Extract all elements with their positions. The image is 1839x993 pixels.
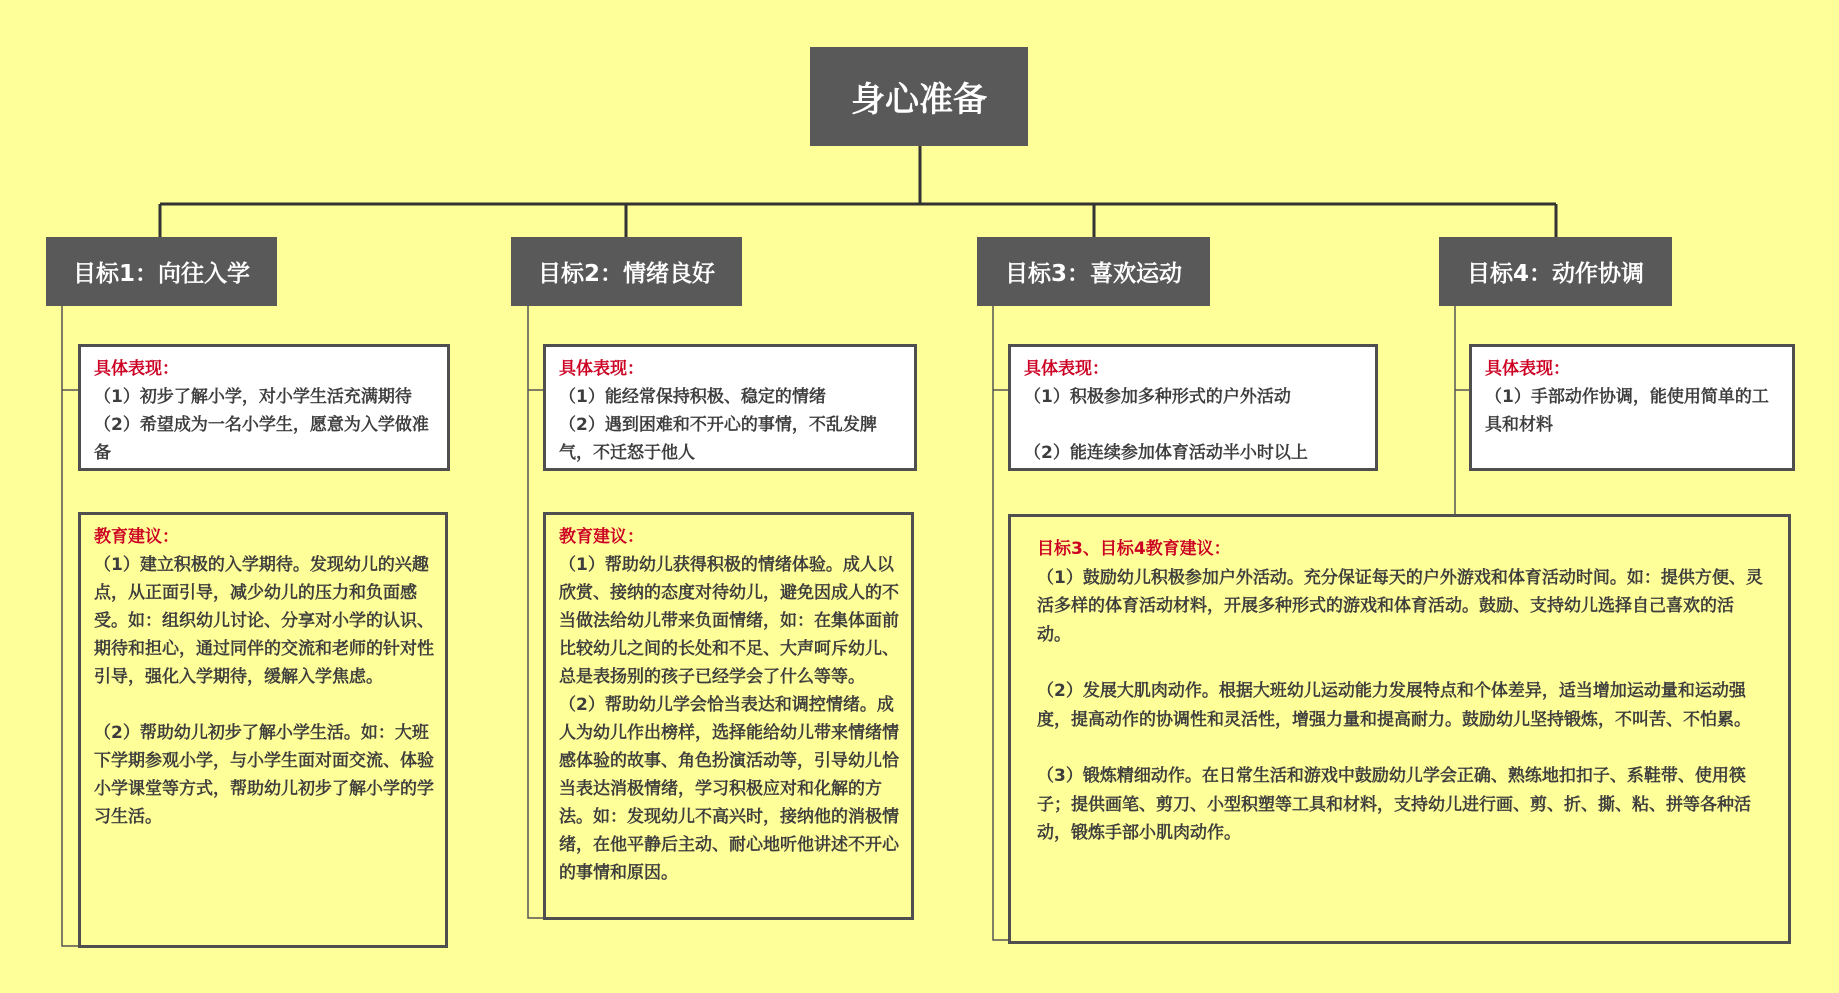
performance-line: （1）手部动作协调，能使用简单的工具和材料 (1485, 387, 1769, 435)
performance-line: （2）遇到困难和不开心的事情，不乱发脾气，不迁怒于他人 (559, 415, 877, 463)
advice-paragraph: （2）帮助幼儿初步了解小学生活。如：大班下学期参观小学，与小学生面对面交流、体验小学课堂等方式，帮助幼儿初步了解小学的学习生活。 (94, 723, 434, 827)
advice-heading: 教育建议： (559, 527, 644, 547)
advice-paragraph: （2）帮助幼儿学会恰当表达和调控情绪。成人为幼儿作出榜样，选择能给幼儿带来情绪情感体验的故事、角色扮演活动等，引导幼儿恰当表达消极情绪，学习积极应对和化解的方法。如：发现幼儿不高兴时，接纳他的消极情绪，在他平静后主动、耐心地听他讲述不开心的事情和原因。 (559, 695, 899, 883)
performance-heading: 具体表现： (559, 359, 644, 379)
goal-1-advice-card (78, 512, 448, 948)
advice-paragraph: （3）锻炼精细动作。在日常生活和游戏中鼓励幼儿学会正确、熟练地扣扣子、系鞋带、使用筷子；提供画笔、剪刀、小型积塑等工具和材料，支持幼儿进行画、剪、折、撕、粘、拼等各种活动，锻炼手部小肌肉动作。 (1037, 766, 1751, 843)
performance-line: （2）希望成为一名小学生，愿意为入学做准备 (94, 415, 429, 463)
goal-4-performance-card (1469, 344, 1795, 471)
performance-heading: 具体表现： (1485, 359, 1570, 379)
goal-3-4-advice-card (1008, 514, 1791, 944)
performance-heading: 具体表现： (1024, 359, 1109, 379)
goal-2-node: 目标2：情绪良好 (511, 237, 742, 306)
goal-2-performance-card (543, 344, 917, 471)
goal-4-node: 目标4：动作协调 (1439, 237, 1672, 306)
advice-paragraph: （2）发展大肌肉动作。根据大班幼儿运动能力发展特点和个体差异，适当增加运动量和运动强度，提高动作的协调性和灵活性，增强力量和提高耐力。鼓励幼儿坚持锻炼，不叫苦、不怕累。 (1037, 681, 1751, 730)
goal-3-node: 目标3：喜欢运动 (977, 237, 1210, 306)
advice-heading: 教育建议： (94, 527, 179, 547)
performance-line: （1）初步了解小学，对小学生活充满期待 (94, 387, 412, 407)
advice-paragraph: （1）鼓励幼儿积极参加户外活动。充分保证每天的户外游戏和体育活动时间。如：提供方便、灵活多样的体育活动材料，开展多种形式的游戏和体育活动。鼓励、支持幼儿选择自己喜欢的活动。 (1037, 567, 1763, 645)
advice-paragraph: （1）帮助幼儿获得积极的情绪体验。成人以欣赏、接纳的态度对待幼儿，避免因成人的不当做法给幼儿带来负面情绪，如：在集体面前比较幼儿之间的长处和不足、大声呵斥幼儿、总是表扬别的孩子已经学会了什么等等。 (559, 555, 899, 687)
goal-2-advice-card (543, 512, 914, 920)
goal-1-performance-card (78, 344, 450, 471)
root-node: 身心准备 (810, 47, 1028, 146)
goal-1-node: 目标1：向往入学 (46, 237, 277, 306)
advice-heading: 目标3、目标4教育建议： (1037, 539, 1231, 559)
performance-line: （1）积极参加多种形式的户外活动 (1024, 387, 1291, 407)
advice-paragraph: （1）建立积极的入学期待。发现幼儿的兴趣点，从正面引导，减少幼儿的压力和负面感受。如：组织幼儿讨论、分享对小学的认识、期待和担心，通过同伴的交流和老师的针对性引导，强化入学期待，缓解入学焦虑。 (94, 555, 434, 687)
goal-3-performance-card (1008, 344, 1378, 471)
performance-heading: 具体表现： (94, 359, 179, 379)
performance-line: （1）能经常保持积极、稳定的情绪 (559, 387, 826, 407)
performance-line: （2）能连续参加体育活动半小时以上 (1024, 443, 1308, 463)
